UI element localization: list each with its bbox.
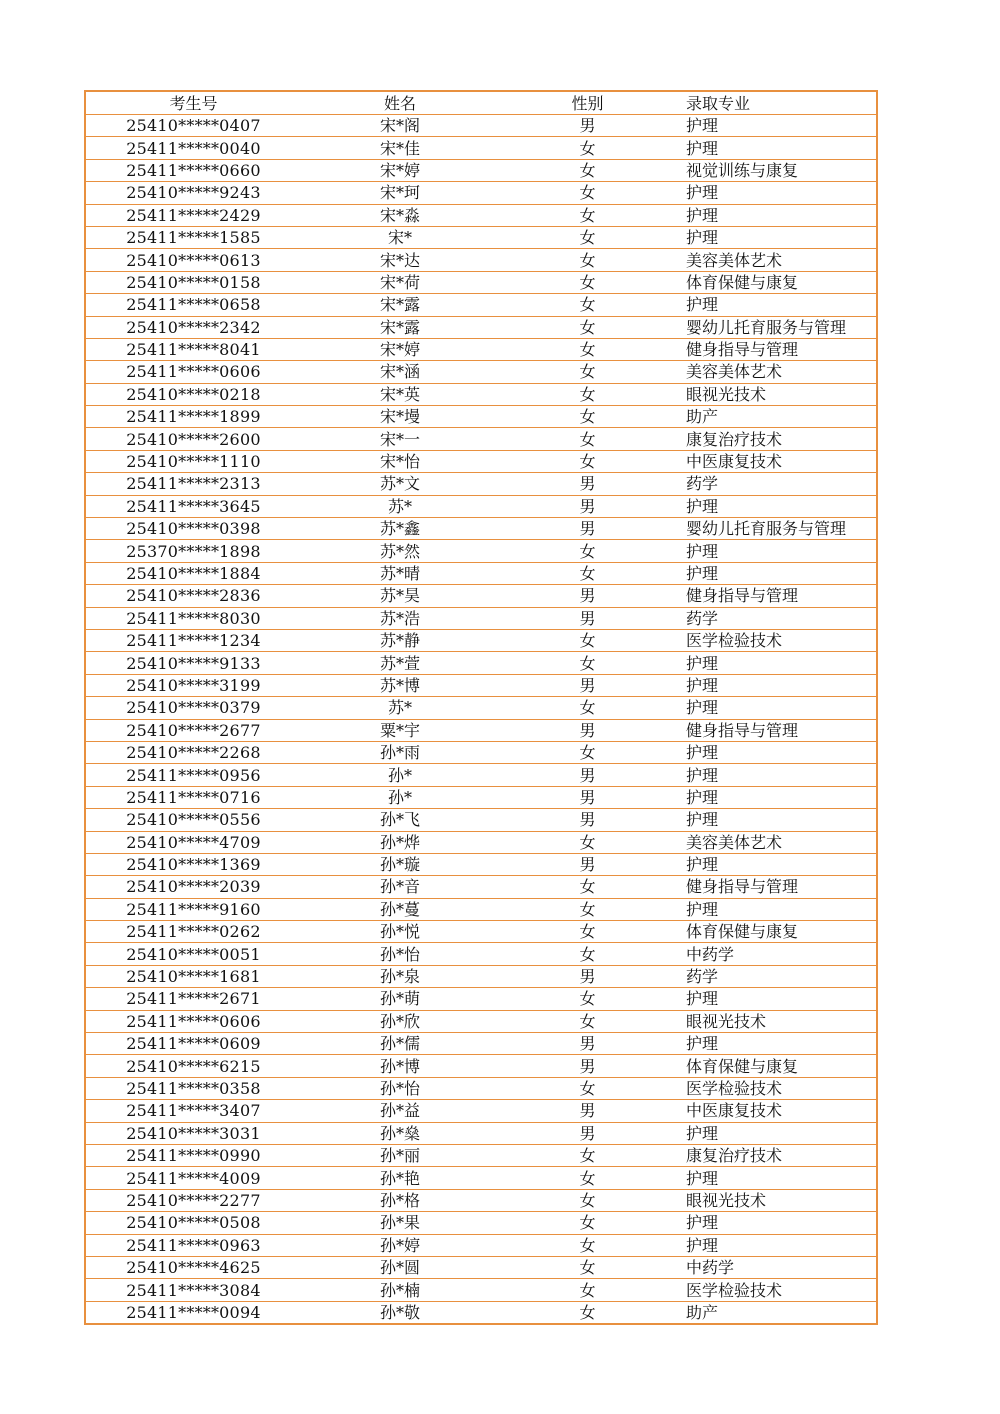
cell-admitted-major: 体育保健与康复 bbox=[676, 1055, 877, 1077]
cell-gender: 女 bbox=[499, 562, 676, 584]
cell-name: 宋*涵 bbox=[301, 361, 499, 383]
cell-gender: 男 bbox=[499, 719, 676, 741]
cell-gender: 男 bbox=[499, 607, 676, 629]
table-row bbox=[85, 585, 877, 607]
cell-candidate-number: 25411*****0658 bbox=[85, 294, 301, 316]
cell-gender: 女 bbox=[499, 226, 676, 248]
cell-candidate-number: 25410*****1110 bbox=[85, 450, 301, 472]
cell-gender: 女 bbox=[499, 1144, 676, 1166]
cell-name: 苏*文 bbox=[301, 473, 499, 495]
table-row bbox=[85, 226, 877, 248]
cell-gender: 女 bbox=[499, 338, 676, 360]
cell-gender: 女 bbox=[499, 1077, 676, 1099]
table-row bbox=[85, 1189, 877, 1211]
cell-candidate-number: 25410*****0407 bbox=[85, 115, 301, 137]
cell-candidate-number: 25410*****0508 bbox=[85, 1212, 301, 1234]
cell-name: 宋* bbox=[301, 226, 499, 248]
cell-candidate-number: 25410*****9243 bbox=[85, 182, 301, 204]
cell-gender: 女 bbox=[499, 741, 676, 763]
cell-gender: 女 bbox=[499, 1234, 676, 1256]
cell-admitted-major: 美容美体艺术 bbox=[676, 831, 877, 853]
cell-admitted-major: 药学 bbox=[676, 965, 877, 987]
cell-admitted-major: 药学 bbox=[676, 473, 877, 495]
cell-candidate-number: 25410*****4709 bbox=[85, 831, 301, 853]
cell-admitted-major: 中医康复技术 bbox=[676, 450, 877, 472]
table-row bbox=[85, 943, 877, 965]
cell-gender: 男 bbox=[499, 495, 676, 517]
cell-admitted-major: 健身指导与管理 bbox=[676, 585, 877, 607]
cell-name: 孙*艳 bbox=[301, 1167, 499, 1189]
cell-name: 宋*一 bbox=[301, 428, 499, 450]
cell-candidate-number: 25411*****2429 bbox=[85, 204, 301, 226]
cell-admitted-major: 眼视光技术 bbox=[676, 1010, 877, 1032]
cell-gender: 女 bbox=[499, 271, 676, 293]
cell-gender: 男 bbox=[499, 1122, 676, 1144]
admission-list-sheet bbox=[84, 90, 876, 1325]
table-row bbox=[85, 719, 877, 741]
cell-gender: 女 bbox=[499, 450, 676, 472]
cell-name: 孙*音 bbox=[301, 876, 499, 898]
cell-candidate-number: 25411*****0262 bbox=[85, 921, 301, 943]
table-row bbox=[85, 607, 877, 629]
cell-gender: 男 bbox=[499, 1100, 676, 1122]
table-row bbox=[85, 764, 877, 786]
table-row bbox=[85, 1167, 877, 1189]
cell-admitted-major: 美容美体艺术 bbox=[676, 361, 877, 383]
cell-name: 孙*益 bbox=[301, 1100, 499, 1122]
cell-admitted-major: 婴幼儿托育服务与管理 bbox=[676, 518, 877, 540]
cell-admitted-major: 护理 bbox=[676, 741, 877, 763]
table-row bbox=[85, 1033, 877, 1055]
table-row bbox=[85, 249, 877, 271]
cell-admitted-major: 视觉训练与康复 bbox=[676, 159, 877, 181]
table-row bbox=[85, 383, 877, 405]
table-row bbox=[85, 294, 877, 316]
cell-admitted-major: 护理 bbox=[676, 115, 877, 137]
cell-name: 宋*佳 bbox=[301, 137, 499, 159]
table-row bbox=[85, 1234, 877, 1256]
table-row bbox=[85, 1122, 877, 1144]
cell-gender: 女 bbox=[499, 1212, 676, 1234]
cell-admitted-major: 健身指导与管理 bbox=[676, 719, 877, 741]
cell-name: 粟*宇 bbox=[301, 719, 499, 741]
cell-candidate-number: 25410*****0556 bbox=[85, 809, 301, 831]
cell-admitted-major: 药学 bbox=[676, 607, 877, 629]
cell-gender: 女 bbox=[499, 1256, 676, 1278]
table-row bbox=[85, 1301, 877, 1324]
cell-name: 孙*璇 bbox=[301, 853, 499, 875]
cell-gender: 男 bbox=[499, 764, 676, 786]
cell-name: 宋*婷 bbox=[301, 338, 499, 360]
cell-admitted-major: 护理 bbox=[676, 1167, 877, 1189]
cell-candidate-number: 25411*****0358 bbox=[85, 1077, 301, 1099]
cell-gender: 女 bbox=[499, 876, 676, 898]
cell-candidate-number: 25410*****2836 bbox=[85, 585, 301, 607]
cell-admitted-major: 护理 bbox=[676, 898, 877, 920]
cell-name: 孙*怡 bbox=[301, 943, 499, 965]
cell-gender: 女 bbox=[499, 182, 676, 204]
table-row bbox=[85, 921, 877, 943]
table-row bbox=[85, 495, 877, 517]
cell-candidate-number: 25370*****1898 bbox=[85, 540, 301, 562]
cell-admitted-major: 中药学 bbox=[676, 1256, 877, 1278]
cell-gender: 男 bbox=[499, 674, 676, 696]
cell-name: 苏*鑫 bbox=[301, 518, 499, 540]
cell-candidate-number: 25411*****4009 bbox=[85, 1167, 301, 1189]
cell-candidate-number: 25411*****3645 bbox=[85, 495, 301, 517]
cell-admitted-major: 护理 bbox=[676, 697, 877, 719]
cell-gender: 女 bbox=[499, 988, 676, 1010]
table-row bbox=[85, 159, 877, 181]
cell-name: 孙*泉 bbox=[301, 965, 499, 987]
table-row bbox=[85, 988, 877, 1010]
cell-candidate-number: 25411*****0606 bbox=[85, 361, 301, 383]
cell-admitted-major: 医学检验技术 bbox=[676, 1077, 877, 1099]
table-row bbox=[85, 853, 877, 875]
cell-name: 孙*格 bbox=[301, 1189, 499, 1211]
cell-name: 孙*果 bbox=[301, 1212, 499, 1234]
cell-gender: 男 bbox=[499, 809, 676, 831]
cell-name: 孙*楠 bbox=[301, 1279, 499, 1301]
cell-gender: 女 bbox=[499, 361, 676, 383]
cell-gender: 男 bbox=[499, 473, 676, 495]
cell-name: 孙*烨 bbox=[301, 831, 499, 853]
cell-gender: 女 bbox=[499, 898, 676, 920]
table-row bbox=[85, 473, 877, 495]
cell-candidate-number: 25410*****1884 bbox=[85, 562, 301, 584]
table-row bbox=[85, 137, 877, 159]
cell-candidate-number: 25410*****0398 bbox=[85, 518, 301, 540]
table-row bbox=[85, 965, 877, 987]
table-row bbox=[85, 1279, 877, 1301]
cell-name: 宋*怡 bbox=[301, 450, 499, 472]
cell-admitted-major: 助产 bbox=[676, 406, 877, 428]
header-gender: 性别 bbox=[499, 91, 676, 115]
cell-admitted-major: 健身指导与管理 bbox=[676, 876, 877, 898]
cell-name: 宋*墁 bbox=[301, 406, 499, 428]
cell-name: 孙* bbox=[301, 786, 499, 808]
cell-admitted-major: 中药学 bbox=[676, 943, 877, 965]
table-row bbox=[85, 876, 877, 898]
table-row bbox=[85, 1010, 877, 1032]
cell-gender: 男 bbox=[499, 1055, 676, 1077]
cell-name: 宋*淼 bbox=[301, 204, 499, 226]
cell-name: 苏*博 bbox=[301, 674, 499, 696]
cell-name: 苏*昊 bbox=[301, 585, 499, 607]
cell-admitted-major: 医学检验技术 bbox=[676, 629, 877, 651]
cell-candidate-number: 25411*****8041 bbox=[85, 338, 301, 360]
cell-gender: 女 bbox=[499, 406, 676, 428]
table-row bbox=[85, 1077, 877, 1099]
cell-name: 宋*珂 bbox=[301, 182, 499, 204]
cell-admitted-major: 护理 bbox=[676, 137, 877, 159]
cell-admitted-major: 护理 bbox=[676, 204, 877, 226]
cell-candidate-number: 25410*****3199 bbox=[85, 674, 301, 696]
cell-gender: 男 bbox=[499, 585, 676, 607]
table-row bbox=[85, 652, 877, 674]
cell-admitted-major: 护理 bbox=[676, 1234, 877, 1256]
cell-name: 苏*萱 bbox=[301, 652, 499, 674]
cell-gender: 女 bbox=[499, 428, 676, 450]
cell-name: 孙*敬 bbox=[301, 1301, 499, 1324]
table-row bbox=[85, 741, 877, 763]
cell-admitted-major: 医学检验技术 bbox=[676, 1279, 877, 1301]
table-row bbox=[85, 1100, 877, 1122]
cell-name: 苏*然 bbox=[301, 540, 499, 562]
cell-gender: 女 bbox=[499, 1167, 676, 1189]
cell-candidate-number: 25411*****0040 bbox=[85, 137, 301, 159]
cell-name: 孙*悦 bbox=[301, 921, 499, 943]
table-row bbox=[85, 629, 877, 651]
cell-candidate-number: 25411*****2671 bbox=[85, 988, 301, 1010]
cell-name: 孙*飞 bbox=[301, 809, 499, 831]
cell-admitted-major: 护理 bbox=[676, 809, 877, 831]
cell-candidate-number: 25411*****1899 bbox=[85, 406, 301, 428]
cell-name: 苏*静 bbox=[301, 629, 499, 651]
table-row bbox=[85, 1055, 877, 1077]
cell-candidate-number: 25411*****0716 bbox=[85, 786, 301, 808]
cell-gender: 女 bbox=[499, 159, 676, 181]
cell-name: 孙* bbox=[301, 764, 499, 786]
cell-candidate-number: 25410*****2277 bbox=[85, 1189, 301, 1211]
cell-name: 苏* bbox=[301, 697, 499, 719]
cell-gender: 女 bbox=[499, 1301, 676, 1324]
cell-name: 宋*荷 bbox=[301, 271, 499, 293]
cell-gender: 女 bbox=[499, 316, 676, 338]
cell-candidate-number: 25410*****0218 bbox=[85, 383, 301, 405]
table-row bbox=[85, 204, 877, 226]
cell-candidate-number: 25410*****2039 bbox=[85, 876, 301, 898]
cell-name: 孙*怡 bbox=[301, 1077, 499, 1099]
table-row bbox=[85, 316, 877, 338]
cell-name: 孙*蔓 bbox=[301, 898, 499, 920]
table-row bbox=[85, 540, 877, 562]
table-row bbox=[85, 786, 877, 808]
cell-admitted-major: 护理 bbox=[676, 1122, 877, 1144]
cell-admitted-major: 护理 bbox=[676, 988, 877, 1010]
cell-admitted-major: 护理 bbox=[676, 764, 877, 786]
cell-admitted-major: 护理 bbox=[676, 853, 877, 875]
cell-gender: 女 bbox=[499, 540, 676, 562]
cell-name: 孙*婷 bbox=[301, 1234, 499, 1256]
table-row bbox=[85, 338, 877, 360]
cell-admitted-major: 康复治疗技术 bbox=[676, 1144, 877, 1166]
cell-gender: 男 bbox=[499, 853, 676, 875]
cell-gender: 女 bbox=[499, 204, 676, 226]
cell-name: 孙*丽 bbox=[301, 1144, 499, 1166]
cell-admitted-major: 护理 bbox=[676, 1033, 877, 1055]
cell-candidate-number: 25411*****0606 bbox=[85, 1010, 301, 1032]
cell-name: 宋*露 bbox=[301, 294, 499, 316]
cell-name: 苏*晴 bbox=[301, 562, 499, 584]
cell-admitted-major: 护理 bbox=[676, 1212, 877, 1234]
cell-candidate-number: 25410*****2268 bbox=[85, 741, 301, 763]
table-row bbox=[85, 697, 877, 719]
cell-admitted-major: 中医康复技术 bbox=[676, 1100, 877, 1122]
cell-candidate-number: 25410*****0051 bbox=[85, 943, 301, 965]
table-row bbox=[85, 428, 877, 450]
table-row bbox=[85, 518, 877, 540]
cell-gender: 女 bbox=[499, 943, 676, 965]
cell-candidate-number: 25410*****2342 bbox=[85, 316, 301, 338]
cell-admitted-major: 护理 bbox=[676, 226, 877, 248]
table-row bbox=[85, 182, 877, 204]
table-row bbox=[85, 562, 877, 584]
cell-admitted-major: 眼视光技术 bbox=[676, 1189, 877, 1211]
cell-admitted-major: 护理 bbox=[676, 562, 877, 584]
cell-gender: 男 bbox=[499, 518, 676, 540]
cell-name: 宋*婷 bbox=[301, 159, 499, 181]
cell-admitted-major: 体育保健与康复 bbox=[676, 921, 877, 943]
cell-candidate-number: 25410*****3031 bbox=[85, 1122, 301, 1144]
admission-table bbox=[84, 90, 878, 1325]
cell-name: 宋*达 bbox=[301, 249, 499, 271]
cell-gender: 女 bbox=[499, 137, 676, 159]
cell-candidate-number: 25410*****0158 bbox=[85, 271, 301, 293]
cell-gender: 男 bbox=[499, 786, 676, 808]
table-row bbox=[85, 831, 877, 853]
cell-admitted-major: 护理 bbox=[676, 786, 877, 808]
cell-candidate-number: 25411*****0990 bbox=[85, 1144, 301, 1166]
cell-gender: 女 bbox=[499, 294, 676, 316]
cell-candidate-number: 25411*****0963 bbox=[85, 1234, 301, 1256]
cell-admitted-major: 护理 bbox=[676, 652, 877, 674]
cell-gender: 男 bbox=[499, 115, 676, 137]
cell-admitted-major: 护理 bbox=[676, 182, 877, 204]
cell-name: 孙*欣 bbox=[301, 1010, 499, 1032]
header-name: 姓名 bbox=[301, 91, 499, 115]
table-body bbox=[85, 115, 877, 1325]
cell-gender: 女 bbox=[499, 1189, 676, 1211]
cell-admitted-major: 康复治疗技术 bbox=[676, 428, 877, 450]
cell-name: 孙*雨 bbox=[301, 741, 499, 763]
cell-gender: 女 bbox=[499, 629, 676, 651]
cell-name: 苏* bbox=[301, 495, 499, 517]
table-row bbox=[85, 115, 877, 137]
cell-candidate-number: 25410*****1369 bbox=[85, 853, 301, 875]
table-row bbox=[85, 1144, 877, 1166]
header-row bbox=[85, 91, 877, 115]
cell-gender: 女 bbox=[499, 1279, 676, 1301]
cell-candidate-number: 25410*****9133 bbox=[85, 652, 301, 674]
header-candidate-number: 考生号 bbox=[85, 91, 301, 115]
cell-name: 孙*圆 bbox=[301, 1256, 499, 1278]
cell-candidate-number: 25411*****0609 bbox=[85, 1033, 301, 1055]
cell-gender: 女 bbox=[499, 249, 676, 271]
table-row bbox=[85, 1212, 877, 1234]
table-header bbox=[85, 91, 877, 115]
cell-candidate-number: 25411*****2313 bbox=[85, 473, 301, 495]
table-row bbox=[85, 809, 877, 831]
cell-admitted-major: 护理 bbox=[676, 540, 877, 562]
cell-admitted-major: 体育保健与康复 bbox=[676, 271, 877, 293]
table-row bbox=[85, 406, 877, 428]
cell-candidate-number: 25410*****0613 bbox=[85, 249, 301, 271]
cell-candidate-number: 25411*****3084 bbox=[85, 1279, 301, 1301]
table-row bbox=[85, 898, 877, 920]
cell-gender: 女 bbox=[499, 697, 676, 719]
cell-gender: 女 bbox=[499, 652, 676, 674]
cell-admitted-major: 美容美体艺术 bbox=[676, 249, 877, 271]
cell-candidate-number: 25410*****2600 bbox=[85, 428, 301, 450]
cell-name: 孙*博 bbox=[301, 1055, 499, 1077]
cell-gender: 女 bbox=[499, 831, 676, 853]
cell-gender: 男 bbox=[499, 965, 676, 987]
table-row bbox=[85, 674, 877, 696]
table-row bbox=[85, 271, 877, 293]
cell-name: 孙*萌 bbox=[301, 988, 499, 1010]
table-row bbox=[85, 450, 877, 472]
cell-candidate-number: 25411*****8030 bbox=[85, 607, 301, 629]
cell-admitted-major: 助产 bbox=[676, 1301, 877, 1324]
cell-candidate-number: 25411*****0956 bbox=[85, 764, 301, 786]
cell-gender: 女 bbox=[499, 383, 676, 405]
header-admitted-major: 录取专业 bbox=[676, 91, 877, 115]
cell-admitted-major: 护理 bbox=[676, 294, 877, 316]
cell-admitted-major: 护理 bbox=[676, 495, 877, 517]
cell-candidate-number: 25410*****6215 bbox=[85, 1055, 301, 1077]
cell-gender: 女 bbox=[499, 1010, 676, 1032]
cell-admitted-major: 婴幼儿托育服务与管理 bbox=[676, 316, 877, 338]
cell-candidate-number: 25410*****0379 bbox=[85, 697, 301, 719]
cell-candidate-number: 25410*****1681 bbox=[85, 965, 301, 987]
cell-candidate-number: 25411*****0660 bbox=[85, 159, 301, 181]
cell-candidate-number: 25411*****9160 bbox=[85, 898, 301, 920]
cell-candidate-number: 25411*****1234 bbox=[85, 629, 301, 651]
cell-candidate-number: 25410*****2677 bbox=[85, 719, 301, 741]
cell-admitted-major: 健身指导与管理 bbox=[676, 338, 877, 360]
cell-name: 苏*浩 bbox=[301, 607, 499, 629]
cell-candidate-number: 25411*****1585 bbox=[85, 226, 301, 248]
cell-candidate-number: 25411*****0094 bbox=[85, 1301, 301, 1324]
cell-name: 孙*燊 bbox=[301, 1122, 499, 1144]
cell-admitted-major: 眼视光技术 bbox=[676, 383, 877, 405]
cell-name: 孙*儒 bbox=[301, 1033, 499, 1055]
cell-admitted-major: 护理 bbox=[676, 674, 877, 696]
cell-gender: 男 bbox=[499, 1033, 676, 1055]
cell-gender: 女 bbox=[499, 921, 676, 943]
table-row bbox=[85, 361, 877, 383]
cell-name: 宋*露 bbox=[301, 316, 499, 338]
cell-candidate-number: 25410*****4625 bbox=[85, 1256, 301, 1278]
table-row bbox=[85, 1256, 877, 1278]
cell-name: 宋*阁 bbox=[301, 115, 499, 137]
cell-candidate-number: 25411*****3407 bbox=[85, 1100, 301, 1122]
cell-name: 宋*英 bbox=[301, 383, 499, 405]
